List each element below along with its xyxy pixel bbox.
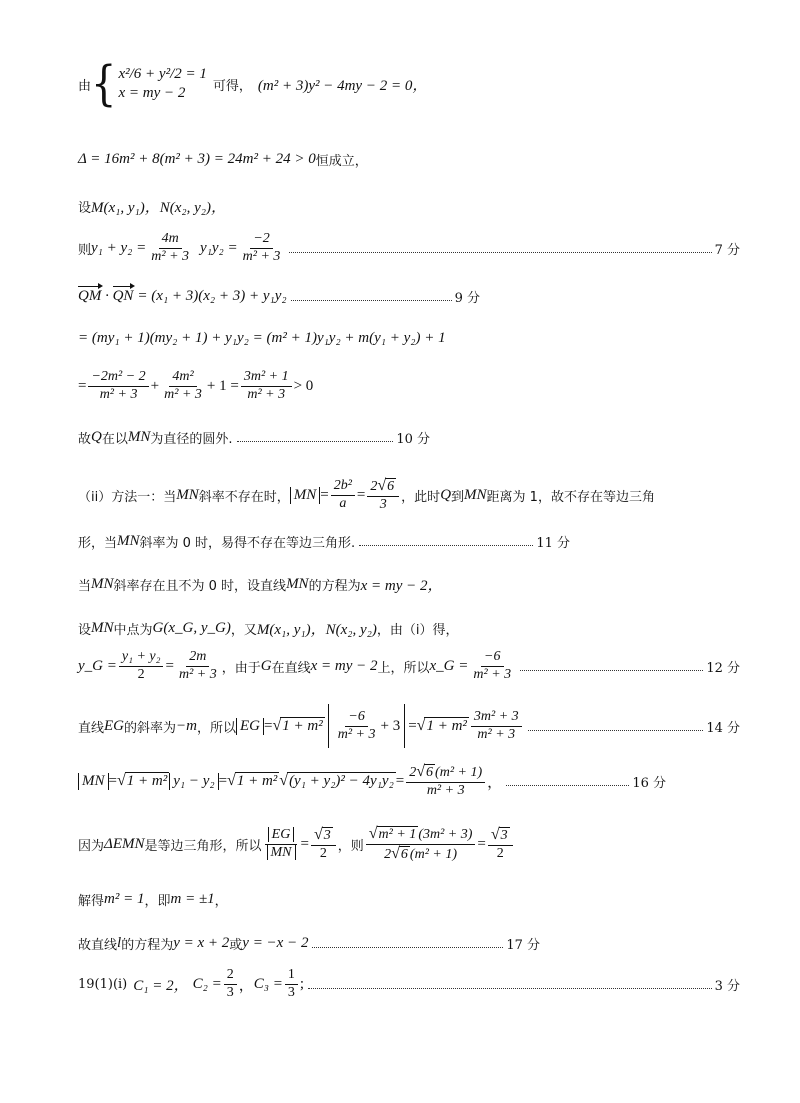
text-jiede: 解得: [78, 894, 105, 909]
text-method1: （ii）方法一：当: [78, 489, 177, 505]
leader-dots: [312, 947, 503, 948]
text-dang: 当: [78, 579, 92, 594]
line-2: [78, 150, 740, 169]
line-19: 19(1)(i) C₁ = 2， C₂ = $\frac{2}{3}$ ， C₃ = $\frac{1}{3}$ ; 3 分: [78, 967, 740, 1000]
text-keyide: 可得，: [212, 78, 252, 94]
mn-label: MN: [91, 620, 114, 636]
leader-dots: [506, 785, 629, 786]
q-label: Q: [440, 486, 452, 503]
text-equation-is: 的方程为: [121, 938, 174, 953]
frac-sqrt3-2b: $\frac{√3}{2}$: [488, 827, 513, 861]
text-you: 由: [78, 78, 92, 94]
line-10: [78, 532, 570, 551]
dot-product-lhs: QM · QN: [78, 288, 134, 304]
score-16: 16 分: [632, 775, 666, 791]
text-slope-is: 的斜率为: [124, 720, 177, 736]
line-equation: x = my − 2，: [360, 578, 443, 594]
solution-m2: m² = 1: [104, 891, 145, 907]
quadratic-eq: (m² + 3)y² − 4my − 2 = 0，: [257, 77, 428, 94]
frac-2-3: $\frac{2}{3}$: [224, 968, 237, 1000]
system-eq-a: x²/6 + y²/2 = 1: [118, 66, 207, 82]
line-5: [78, 287, 480, 306]
score-9: 9 分: [454, 291, 480, 306]
score-11: 11 分: [536, 536, 570, 551]
line-6: [78, 330, 740, 347]
text-zaizhixian: 在直线: [271, 660, 311, 676]
eg-label: EG: [104, 717, 125, 734]
leader-dots: [289, 252, 711, 253]
slope-value: −m: [176, 717, 197, 734]
problem-number: 19(1)(i): [78, 976, 128, 992]
c1-value: C₁ = 2，: [133, 977, 189, 994]
frac-eg-mn: $\frac{EG}{MN}$: [264, 828, 299, 860]
yg-lhs: y_G =: [78, 657, 117, 674]
text-you2: ，又: [230, 623, 257, 638]
expansion: = (my₁ + 1)(my₂ + 1) + y₁y₂ = (m² + 1)y₁y₂ + m(y₁ + y₂) + 1: [78, 330, 446, 346]
text-comma: ，: [214, 894, 228, 909]
line-14: 直线 EG 的斜率为 −m ，所以 EG = √1 + m² $\frac{-6}{\text{m² + 3}}$ + 3 = √1 + m² $\frac{\text{3m² + 3}}{\text{m² + 3}}$ 14 分: [78, 704, 740, 748]
mn-label: MN: [127, 429, 151, 445]
leader-dots: [308, 988, 712, 989]
line-1: [78, 56, 740, 112]
c2-lhs: C₂ =: [192, 975, 222, 992]
equation-system: [118, 66, 206, 102]
frac-2sqrt6-3: $\frac{2√6}{3}$: [367, 478, 399, 512]
frac-2b2a: $\frac{\text{2b²}}{a}$: [331, 479, 355, 511]
score-17: 17 分: [506, 938, 540, 953]
frac-sqrt3-2: $\frac{√3}{2}$: [311, 827, 336, 861]
text-suoyi: ，所以: [197, 720, 237, 736]
c3-lhs: C₃ =: [253, 975, 283, 992]
text-ze: 则: [78, 242, 92, 258]
text-slope-none: 斜率不存在时，: [198, 489, 290, 505]
text-always: 恒成立，: [315, 154, 368, 169]
frac-prod: $\frac{-2}{\text{m² + 3}}$: [242, 231, 281, 264]
line-17: [78, 890, 740, 909]
text-slope-exist: 斜率存在且不为 0 时，设直线: [113, 579, 287, 594]
leader-dots: [359, 545, 533, 546]
score-12: 12 分: [706, 660, 740, 676]
text-xing: 形，当: [78, 536, 118, 551]
text-cishi: ，此时: [401, 489, 441, 505]
leader-dots: [291, 300, 452, 301]
g-point: G(x_G, y_G): [152, 620, 231, 636]
solution-m: m = ±1: [170, 891, 215, 907]
text-ji: ，即: [144, 894, 171, 909]
text-suoyi: 上，所以: [377, 660, 430, 676]
line-4: [78, 232, 740, 264]
text-circle: 为直径的圆外.: [150, 432, 233, 447]
dot-product-rhs: = (x₁ + 3)(x₂ + 3) + y₁y₂: [137, 288, 287, 304]
line-18: [78, 934, 540, 953]
text-dao: 到: [451, 489, 465, 505]
line-11: [78, 574, 740, 595]
mn-label: MN: [286, 576, 309, 592]
q-label: Q: [91, 429, 102, 445]
l-label: l: [117, 935, 122, 951]
frac-mn-length: $\frac{\text{2√6 (m² + 1)}}{\text{m² + 3}}$: [406, 764, 485, 798]
leader-dots: [520, 670, 703, 671]
g-label: G: [260, 657, 272, 674]
text-gu: 故: [78, 432, 92, 447]
text-or: 或: [229, 938, 243, 953]
frac-neg6: $\frac{-6}{\text{m² + 3}}$: [473, 649, 512, 682]
frac-c: $\frac{\text{3m² + 1}}{\text{m² + 3}}$: [241, 370, 292, 402]
system-brace: {: [91, 56, 117, 112]
text-from-i: ，由（i）得，: [376, 623, 459, 638]
line-3: [78, 196, 740, 217]
score-7: 7 分: [714, 242, 740, 258]
mn-label: MN: [176, 486, 199, 503]
text-yinwei: 因为: [78, 838, 105, 854]
discriminant: Δ = 16m² + 8(m² + 3) = 24m² + 24 > 0: [78, 151, 316, 167]
text-she: 设: [78, 623, 92, 638]
line-13: y_G = $\frac{\text{y₁ + y₂}}{2}$ = $\frac{2m}{\text{m² + 3}}$ ，由于 G 在直线 x = my − 2 上，所以 x_G = $\frac{-6}{\text{m² + 3}}$ 12 分: [78, 649, 740, 682]
line-equation: x = my − 2: [310, 657, 378, 674]
score-3: 3 分: [714, 978, 740, 994]
frac-b: $\frac{\text{4m²}}{\text{m² + 3}}$: [164, 369, 202, 402]
line-12: [78, 618, 740, 639]
line-15: MN = √1 + m² y₁ − y₂ = √1 + m² √(y₁ + y₂)² − 4y₁y₂ = $\frac{\text{2√6 (m² + 1)}}{\text{m² + 3}}$ ， 16 分: [78, 764, 666, 798]
frac-y-sum: $\frac{\text{y₁ + y₂}}{2}$: [119, 650, 164, 682]
leader-dots: [528, 730, 704, 731]
triangle-label: ΔEMN: [104, 835, 145, 852]
line-8: [78, 428, 430, 447]
line-9: （ii）方法一：当 MN 斜率不存在时， MN = $\frac{\text{2b²}}{a}$ = $\frac{2√6}{3}$ ，此时 Q 到 MN 距离为 1，故不存在等边三角: [78, 477, 655, 512]
mn-label: MN: [464, 486, 487, 503]
text-equation-is: 的方程为: [308, 579, 361, 594]
line-16: 因为 ΔEMN 是等边三角形，所以 $\frac{EG}{MN}$ = $\frac{√3}{2}$ ，则 $\frac{\text{√m² + 1 (3m² + 3)}}{\text{2√6 (m² + 1)}}$ = $\frac{√3}{2}$: [78, 826, 740, 863]
score-14: 14 分: [706, 720, 740, 736]
sum-lhs: y₁ + y₂ =: [91, 239, 147, 256]
score-10: 10 分: [396, 432, 430, 447]
frac-neg6: $\frac{-6}{\text{m² + 3}}$: [337, 708, 376, 742]
frac-1-3: $\frac{1}{3}$: [285, 968, 298, 1000]
text-slope-zero: 斜率为 0 时，易得不存在等边三角形.: [139, 536, 356, 551]
text-zaiyi: 在以: [101, 432, 128, 447]
leader-dots: [237, 441, 394, 442]
frac-sum: $\frac{4m}{\text{m² + 3}}$: [151, 231, 190, 264]
line-7: = $\frac{\text{−2m² − 2}}{\text{m² + 3}}$ + $\frac{\text{4m²}}{\text{m² + 3}}$ + 1 = $\frac{\text{3m² + 1}}{\text{m² + 3}}$ > 0: [78, 369, 314, 402]
points-mn: M(x₁, y₁)，N(x₂, y₂): [256, 622, 377, 638]
text-zhixian: 直线: [78, 720, 105, 736]
frac-ratio: $\frac{\text{√m² + 1 (3m² + 3)}}{\text{2√6 (m² + 1)}}$: [366, 826, 476, 863]
mn-label: MN: [117, 533, 140, 549]
mn-label: MN: [91, 576, 114, 592]
frac-3m2-3: $\frac{\text{3m² + 3}}{\text{m² + 3}}$: [471, 710, 522, 742]
text-youyu: ，由于: [221, 660, 261, 676]
xg-lhs: x_G =: [429, 657, 469, 674]
text-she: 设: [78, 201, 92, 216]
frac-a: $\frac{\text{−2m² − 2}}{\text{m² + 3}}$: [88, 370, 148, 402]
text-equilateral: 是等边三角形，所以: [144, 838, 262, 854]
text-ze: ，则: [337, 838, 364, 854]
system-eq-b: x = my − 2: [118, 85, 186, 101]
text-gu-line: 故直线: [78, 938, 118, 953]
answer-eq2: y = −x − 2: [242, 935, 309, 951]
frac-2m: $\frac{2m}{\text{m² + 3}}$: [178, 649, 217, 682]
points-mn: M(x₁, y₁)，N(x₂, y₂)，: [91, 200, 226, 216]
gt-zero: > 0: [293, 377, 314, 394]
text-midpoint: 中点为: [113, 623, 153, 638]
answer-eq1: y = x + 2: [173, 935, 230, 951]
prod-lhs: y₁y₂ =: [200, 239, 238, 256]
text-distance: 距离为 1，故不存在等边三角: [486, 489, 655, 505]
